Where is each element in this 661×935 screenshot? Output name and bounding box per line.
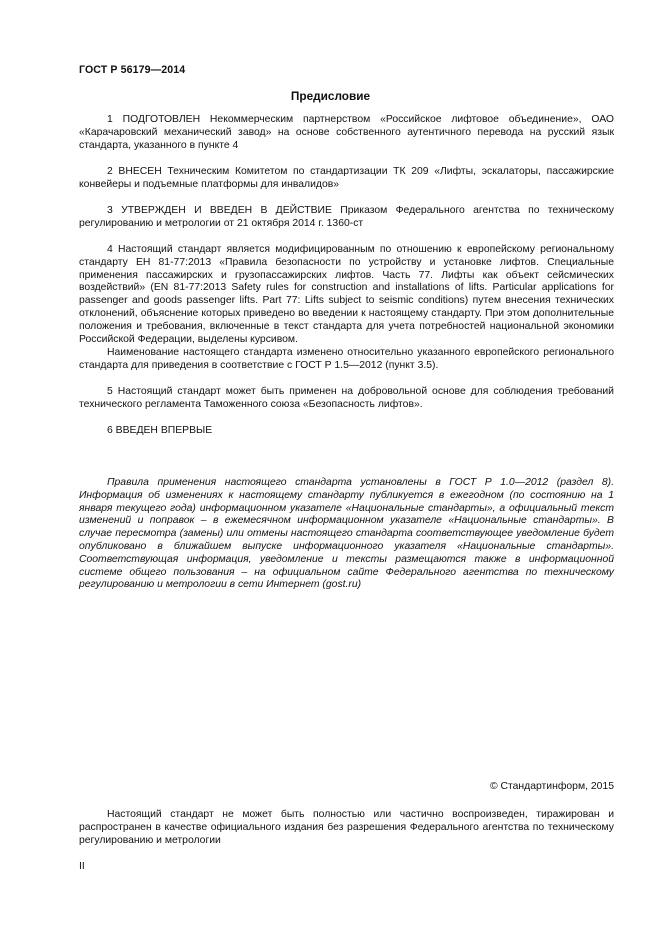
publication-notice: Правила применения настоящего стандарта установлены в ГОСТ Р 1.0—2012 (раздел 8). Информация об изменениях к настоящему стандарту публикуется в ежегодном (по состоянию на 1 января текущего года) информационном указателе «Национальные стандарты», а официальный текст изменений и поправок – в ежемесячном информационном указателе «Национальные стандарты». В случае пересмотра (замены) или отмены настоящего стандарта соответствующее уведомление будет опубликовано в ближайшем выпуске информационного указателя «Национальные стандарты». Соответствующая информация, уведомление и тексты размещаются также в информационной системе общего пользования – на официальном сайте Федерального агентства по техническому регулированию и метрологии в сети Интернет (gost.ru) [79,477,614,591]
preface-item-3: 3 УТВЕРЖДЕН И ВВЕДЕН В ДЕЙСТВИЕ Приказом Федерального агентства по техническому регулированию и метрологии от 21 октября 2014 г. 1360-ст [79,205,614,229]
preface-item-5: 5 Настоящий стандарт может быть применен на добровольной основе для соблюдения требований технического регламента Таможенного союза «Безопасность лифтов». [79,386,614,410]
copyright: © Стандартинформ, 2015 [489,781,614,792]
standard-code: ГОСТ Р 56179—2014 [79,64,186,76]
preface-item-2: 2 ВНЕСЕН Техническим Комитетом по стандартизации ТК 209 «Лифты, эскалаторы, пассажирские конвейеры и подъемные платформы для инвалидов» [79,166,614,190]
preface-title: Предисловие [290,89,371,103]
reproduction-notice: Настоящий стандарт не может быть полностью или частично воспроизведен, тиражирован и распространен в качестве официального издания без разрешения Федерального агентства по техническому регулированию и метрологии [79,809,614,846]
preface-item-4: 4 Настоящий стандарт является модифицированным по отношению к европейскому региональному стандарту ЕН 81-77:2013 «Правила безопасности по устройству и установке лифтов. Специальные применения пассажирских и грузопассажирских лифтов. Часть 77. Лифты как объект сейсмических воздействий» (EN 81-77:2013 Safety rules for construction and installations of lifts. Particular applications for passenger and goods passenger lifts. Part 77: Lifts subject to seismic conditions) путем внесения технических отклонений, объяснение которых приведено во введении к настоящему стандарту. При этом дополнительные положения и требования, включенные в текст стандарта для учета потребностей национальной экономики Российской Федерации, выделены курсивом. [79,244,614,345]
preface-item-6: 6 ВВЕДЕН ВПЕРВЫЕ [107,425,213,436]
preface-item-1: 1 ПОДГОТОВЛЕН Некоммерческим партнерством «Российское лифтовое объединение», ОАО «Карачаровский механический завод» на основе собственного аутентичного перевода на русский язык стандарта, указанного в пункте 4 [79,114,614,151]
preface-item-4-rename: Наименование настоящего стандарта изменено относительно указанного европейского регионального стандарта для приведения в соответствие с ГОСТ Р 1.5—2012 (пункт 3.5). [79,347,614,371]
page-number: II [79,861,85,872]
